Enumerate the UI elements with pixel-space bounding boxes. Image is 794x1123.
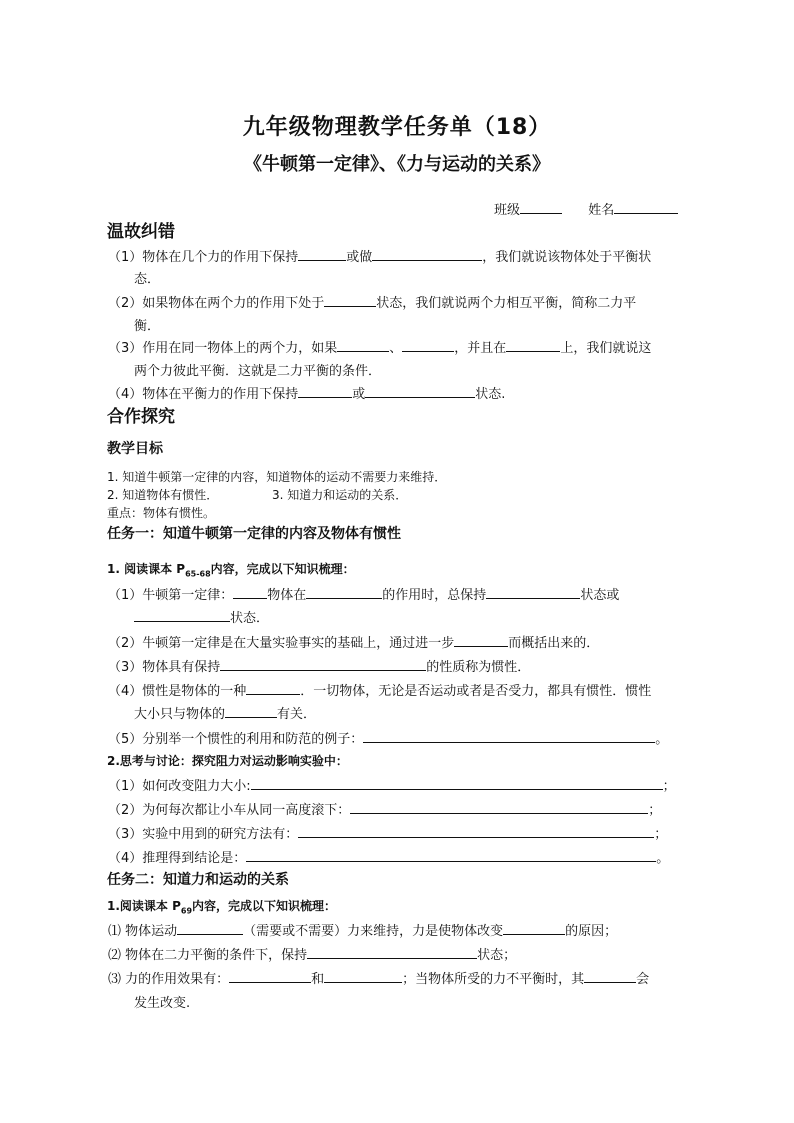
blank[interactable] [246, 849, 656, 862]
review-heading: 温故纠错 [107, 222, 175, 242]
blank[interactable] [233, 586, 267, 599]
blank[interactable] [251, 777, 663, 790]
review-q2: （2）如果物体在两个力的作用下处于 状态，我们就说两个力相互平衡，简称二力平 [108, 296, 637, 311]
page-subtitle: 《牛顿第一定律》、《力与运动的关系》 [244, 154, 550, 175]
blank[interactable] [220, 658, 426, 671]
blank[interactable] [486, 586, 580, 599]
discuss-q2: （2）为何每次都让小车从同一高度滚下： ； [108, 803, 662, 818]
task1-item5: （5）分别举一个惯性的利用和防范的例子： 。 [108, 732, 669, 747]
blank[interactable] [506, 339, 560, 352]
task1-item4: （4）惯性是物体的一种 ．一切物体，无论是否运动或者是否受力，都具有惯性．惯性 [108, 684, 652, 699]
class-name-row [494, 199, 678, 218]
review-q1-cont: 态． [134, 272, 161, 287]
cooperate-heading: 合作探究 [107, 407, 175, 427]
blank[interactable] [324, 294, 376, 307]
blank[interactable] [134, 609, 230, 622]
task1-read: 1. 阅读课本 $P_{65-68}$内容，完成以下知识梳理： [107, 562, 355, 579]
blank[interactable] [307, 946, 477, 959]
blank[interactable] [229, 970, 311, 983]
goal-3: 3. 知道力和运动的关系． [272, 488, 408, 502]
task1-item4-cont: 大小只与物体的 有关． [134, 707, 317, 722]
blank[interactable] [372, 248, 482, 261]
blank[interactable] [363, 730, 655, 743]
task2-item2: ⑵ 物体在二力平衡的条件下，保持 状态； [108, 948, 517, 963]
blank[interactable] [324, 970, 402, 983]
discuss-q4: （4）推理得到结论是： 。 [108, 851, 670, 866]
goal-heading: 教学目标 [107, 441, 163, 457]
blank[interactable] [503, 922, 565, 935]
discuss-heading: 2.思考与讨论：探究阻力对运动影响实验中： [107, 754, 348, 768]
blank[interactable] [337, 339, 389, 352]
blank[interactable] [225, 705, 277, 718]
name-label: 姓名 [588, 203, 615, 218]
blank[interactable] [365, 385, 475, 398]
key-point: 重点：物体有惯性。 [107, 506, 216, 520]
class-label: 班级 [494, 203, 521, 218]
page-title: 九年级物理教学任务单（18） [242, 115, 552, 140]
blank[interactable] [298, 385, 352, 398]
discuss-q1: （1）如何改变阻力大小: ； [108, 779, 676, 794]
task2-read: 1.阅读课本 $P_{69}$内容，完成以下知识梳理： [107, 899, 337, 916]
blank[interactable] [454, 634, 508, 647]
blank[interactable] [298, 248, 346, 261]
task1-item1-cont: 状态． [134, 607, 269, 626]
goal-1: 1. 知道牛顿第一定律的内容，知道物体的运动不需要力来维持． [107, 470, 447, 484]
review-q4: （4）物体在平衡力的作用下保持 或 状态. [108, 387, 506, 402]
class-blank[interactable] [520, 201, 562, 214]
task1-item2: （2）牛顿第一定律是在大量实验事实的基础上，通过进一步 而概括出来的． [108, 636, 600, 651]
blank[interactable] [246, 682, 300, 695]
review-q3: （3）作用在同一物体上的两个力，如果 、 ，并且在 上，我们就说这 [108, 341, 652, 356]
task1-item1: （1）牛顿第一定律： 物体在 的作用时，总保持 状态或 [108, 588, 620, 603]
review-q1: （1）物体在几个力的作用下保持 或做 ，我们就说该物体处于平衡状 [108, 250, 652, 265]
task1-item3: （3）物体具有保持 的性质称为惯性． [108, 660, 531, 675]
task2-item3: ⑶ 力的作用效果有： 和 ；当物体所受的力不平衡时，其 会 [108, 972, 650, 987]
blank[interactable] [306, 586, 382, 599]
goal-2: 2. 知道物体有惯性． [107, 488, 219, 502]
task2-item3-cont: 发生改变. [134, 996, 191, 1011]
discuss-q3: （3）实验中用到的研究方法有： ； [108, 827, 668, 842]
blank[interactable] [298, 825, 654, 838]
task2-heading: 任务二：知道力和运动的关系 [107, 872, 289, 888]
blank[interactable] [177, 922, 243, 935]
blank[interactable] [350, 801, 648, 814]
review-q3-cont: 两个力彼此平衡．这就是二力平衡的条件． [134, 364, 382, 379]
name-blank[interactable] [614, 201, 678, 214]
task1-heading: 任务一：知道牛顿第一定律的内容及物体有惯性 [107, 526, 401, 542]
blank[interactable] [584, 970, 636, 983]
blank[interactable] [402, 339, 454, 352]
review-q2-cont: 衡． [134, 319, 161, 334]
task2-item1: ⑴ 物体运动 （需要或不需要）力来维持，力是使物体改变 的原因； [108, 924, 618, 939]
